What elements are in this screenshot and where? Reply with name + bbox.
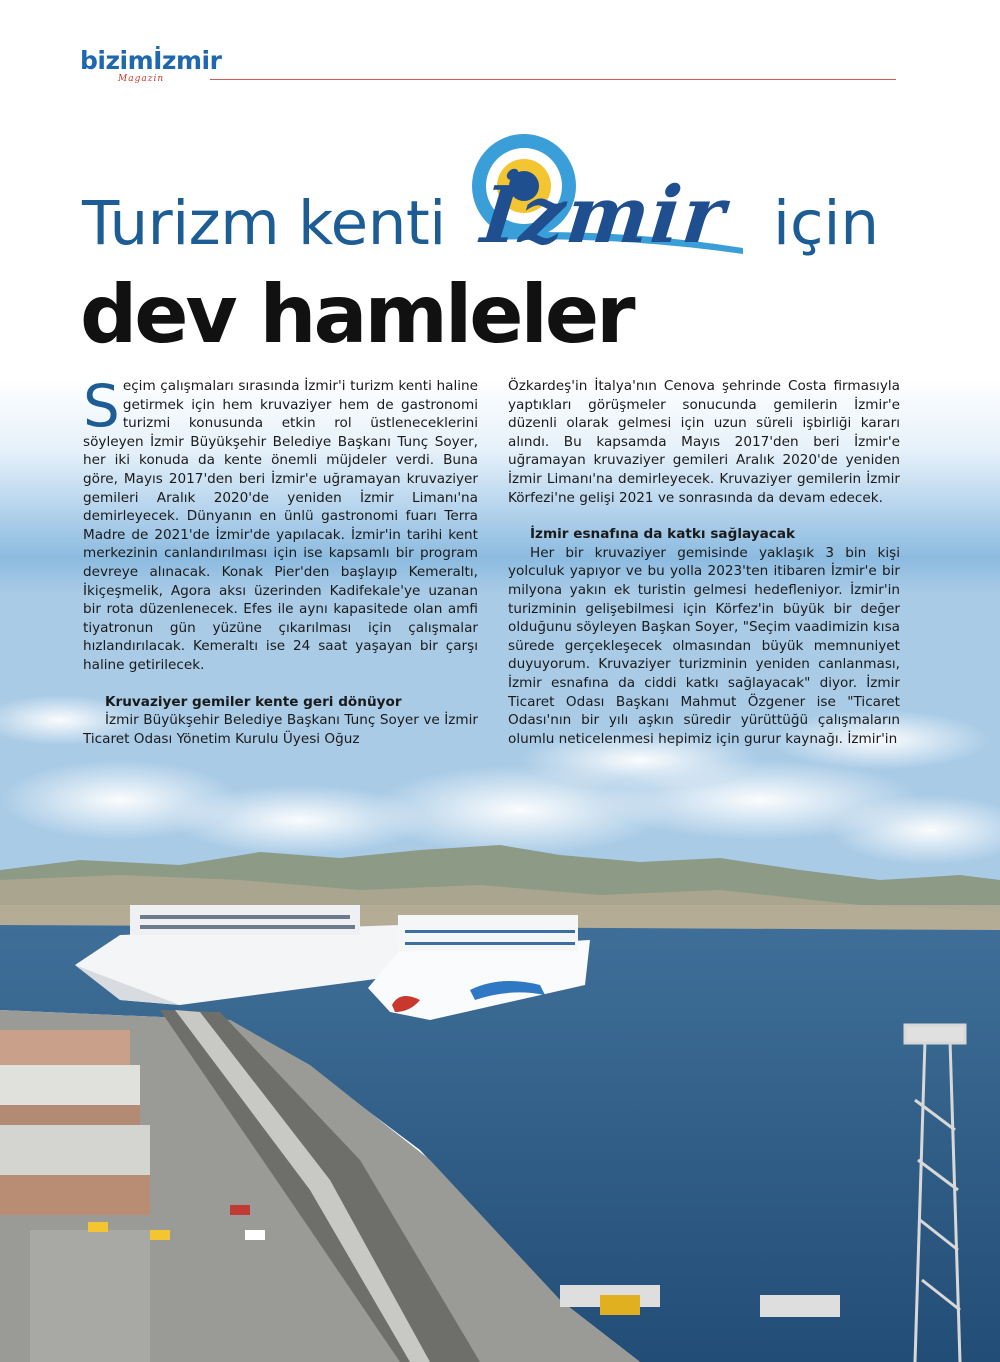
article-paragraph: Özkardeş'in İtalya'nın Cenova şehrinde Costa firmasıyla yaptıkları görüşmeler sonucunda gemilerin İzmir'e düzenli olarak gelmesi için uzun süreli işbirliği kararı alındı. Bu kapsamda Mayıs 2017'den beri İzmir'e uğramayan kruvaziyer gemileri Aralık 2020'de yeniden İzmir Limanı'na demirleyecek. Kruvaziyer gemilerin İzmir Körfezi'ne gelişi 2021 ve sonrasında da devam edecek. bbox=[508, 378, 900, 506]
article-paragraph bbox=[83, 372, 478, 675]
headline-line2: dev hamleler bbox=[80, 268, 633, 361]
brand-logo[interactable]: bizimİzmir bbox=[80, 46, 222, 75]
article-paragraph: Her bir kruvaziyer gemisinde yaklaşık 3 bin kişi yolculuk yapıyor ve bu yolla 2023'ten itibaren İzmir'e bir milyona yakın ek turistin gelmesi hedefleniyor. İzmir'in turizminin gelişebilmesi için Körfez'in büyük bir değer olduğunu söyleyen Başkan Soyer, "Seçim vaadimizin kısa sürede gerçekleşecek olmasından büyük memnuniyet duyuyorum. Kruvaziyer turizminin yeniden canlanması, İzmir esnafına da ciddi katkı sağlayacak" diyor. İzmir Ticaret Odası Başkanı Mahmut Özgener ise "Ticaret Odası'nın bir yılı aşkın süredir yürüttüğü çalışmaların olumlu neticelenmesi hepimiz için gurur kaynağı. İzmir'in bbox=[508, 544, 900, 747]
article-paragraph: İzmir Büyükşehir Belediye Başkanı Tunç Soyer ve İzmir Ticaret Odası Yönetim Kurulu Üyesi Oğuz bbox=[83, 712, 478, 747]
headline-part1: Turizm kenti bbox=[82, 188, 446, 259]
article-column-right bbox=[508, 377, 900, 748]
headline bbox=[0, 0, 1000, 360]
article-column-left bbox=[83, 372, 478, 748]
paragraph-text: eçim çalışmaları sırasında İzmir'i turizm kenti haline getirmek için hem kruvaziyer hem de gastronomi turizmi konusunda etkin rol üstleneceklerini söyleyen İzmir Büyükşehir Belediye Başkanı Tunç Soyer, her iki konuda da kente önemli müjdeler verdi. Buna göre, Mayıs 2017'den beri İzmir'e uğramayan kruvaziyer gemileri Aralık 2020'de yeniden İzmir Limanı'na demirleyecek. Dünyanın en ünlü gastronomi fuarı Terra Madre de 2021'de İzmir'de yapılacak. İzmir'in tarihi kent merkezinin canlandırılması için ise kapsamlı bir program devreye alınacak. Konak Pier'den başlayıp Kemeraltı, İkiçeşmelik, Agora aksı üzerinden Kadifekale'ye uzanan bir rota düzenlenecek. Efes ile aynı kapasitede olan amfi tiyatronun gün yüzüne çıkarılması için çalışmalar hızlandırılacak. Kemeraltı ise 24 saat yaşayan bir çarşı haline getirilecek. bbox=[83, 378, 478, 673]
headline-izmir: İzmir bbox=[477, 170, 731, 261]
brand-sub: Magazin bbox=[118, 74, 165, 84]
subhead-tradesmen: İzmir esnafına da katkı sağlayacak bbox=[530, 526, 796, 543]
headline-part3: için bbox=[773, 188, 880, 259]
dropcap: S bbox=[83, 372, 120, 440]
subhead-cruise: Kruvaziyer gemiler kente geri dönüyor bbox=[105, 693, 402, 710]
